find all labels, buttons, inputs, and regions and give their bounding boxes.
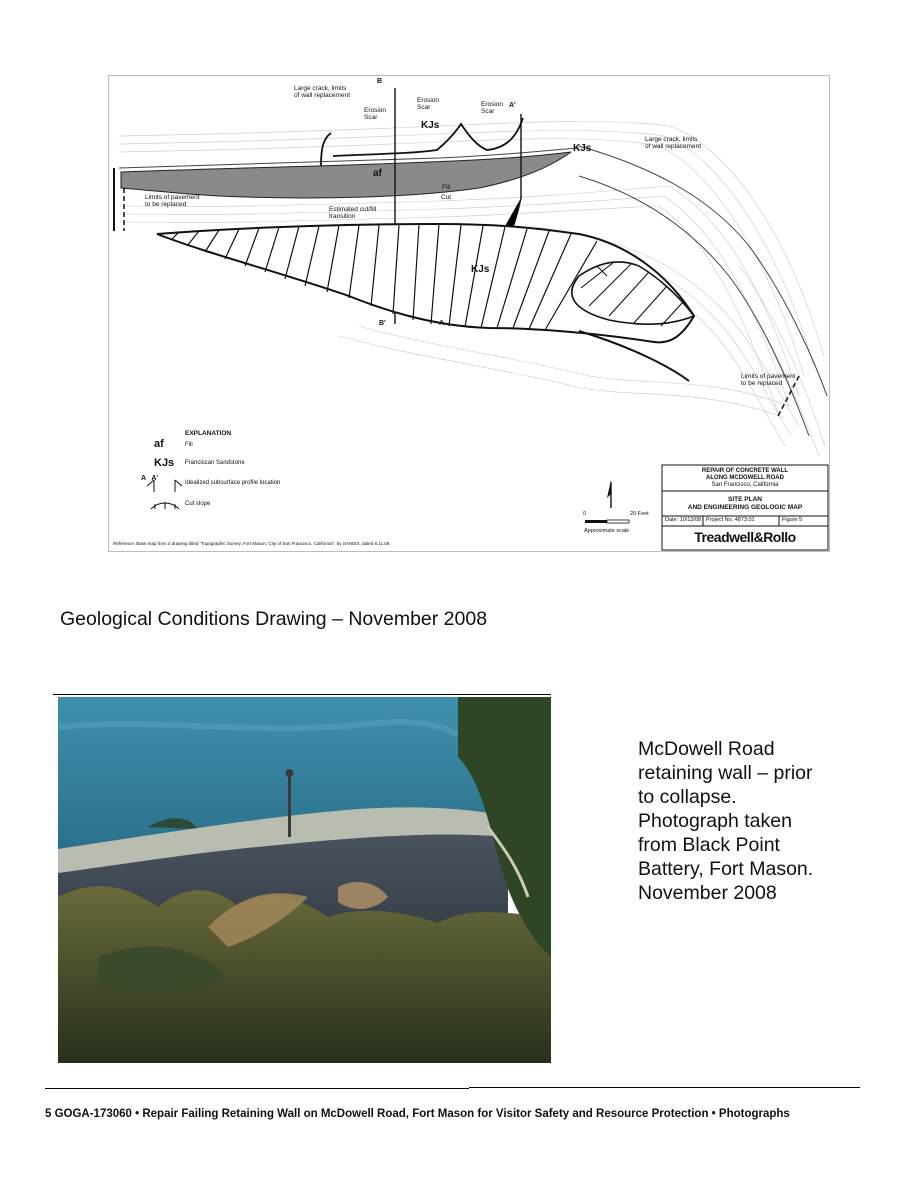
label-erosion-scar-1: Erosion Scar [364, 107, 387, 121]
page-footer: 5 GOGA-173060 • Repair Failing Retaining Wall on McDowell Road, Fort Mason for Visitor Safety and Resource Protection • Photographs [45, 1108, 790, 1120]
label-limits-pavement-1: Limits of pavement to be replaced [145, 194, 200, 208]
label-limits-pavement-2: Limits of pavement to be replaced [741, 373, 796, 387]
legend-symbols [147, 480, 182, 509]
geologic-site-plan-drawing [108, 75, 830, 552]
label-large-crack-1: Large crack, limits of wall replacement [294, 85, 350, 99]
reference-note: Reference: Base map from a drawing titled "Topographic Survey, Fort Mason, City of San Francisco, California", by SANDIS, dated 8.11.08. [113, 541, 391, 546]
photo-top-rule [53, 694, 551, 695]
legend-title: EXPLANATION [185, 430, 232, 437]
legend-text-fill: Fill [185, 442, 193, 448]
legend-text-cut-slope: Cut slope [185, 501, 211, 507]
title-block-date: Date: 10/13/08 [665, 517, 702, 523]
sandstone-unit-kjs [157, 224, 694, 342]
legend-text-sandstone: Franciscan Sandstone [185, 460, 245, 466]
label-erosion-scar-2: Erosion Scar [417, 97, 440, 111]
label-kjs-2: KJs [573, 143, 592, 154]
scale-length: 20 Feet [630, 511, 649, 517]
label-fill: Fill [442, 184, 451, 191]
title-block-figure: Figure 5 [782, 517, 803, 523]
label-large-crack-2: Large crack, limits of wall replacement [645, 136, 701, 150]
legend-symbol-kjs: KJs [154, 457, 175, 469]
north-arrow [607, 480, 611, 508]
label-kjs-1: KJs [421, 120, 440, 131]
title-block-project-no: Project No. 4873.01 [706, 517, 755, 523]
retaining-wall-photo [58, 697, 551, 1063]
label-erosion-scar-3: Erosion Scar [481, 101, 504, 115]
scale-label: Approximate scale [584, 528, 630, 534]
scale-bar [585, 520, 629, 523]
label-cut: Cut [441, 194, 452, 201]
footer-rule-right [469, 1087, 860, 1088]
scale-zero: 0 [583, 511, 587, 517]
photo-illustration [58, 697, 551, 1063]
footer-rule-left [45, 1088, 469, 1089]
label-section-b-prime: B' [379, 320, 386, 327]
label-section-a: A [439, 320, 445, 327]
label-estimated-cut-fill: Estimated cut/fill transition [329, 206, 377, 220]
label-section-a-prime: A' [509, 102, 516, 109]
lamp-post [288, 773, 291, 837]
legend-text-profile: Idealized subsurface profile location [185, 480, 281, 486]
drawing-caption: Geological Conditions Drawing – November 2008 [60, 608, 488, 630]
label-kjs-3: KJs [471, 264, 490, 275]
legend-symbol-af: af [154, 438, 164, 450]
label-af: af [373, 168, 382, 179]
fill-unit-af [121, 152, 571, 198]
title-block-sheet: SITE PLAN AND ENGINEERING GEOLOGIC MAP [687, 496, 803, 511]
label-section-b: B [377, 78, 383, 85]
firm-logo: Treadwell&Rollo [694, 529, 796, 545]
title-block-project: REPAIR OF CONCRETE WALL ALONG MCDOWELL ROAD San Francisco, California [701, 468, 789, 488]
photo-caption: McDowell Road retaining wall – prior to collapse. Photograph taken from Black Point Battery, Fort Mason. November 2008 [638, 738, 814, 904]
legend-symbol-profile: A A' [141, 475, 159, 482]
